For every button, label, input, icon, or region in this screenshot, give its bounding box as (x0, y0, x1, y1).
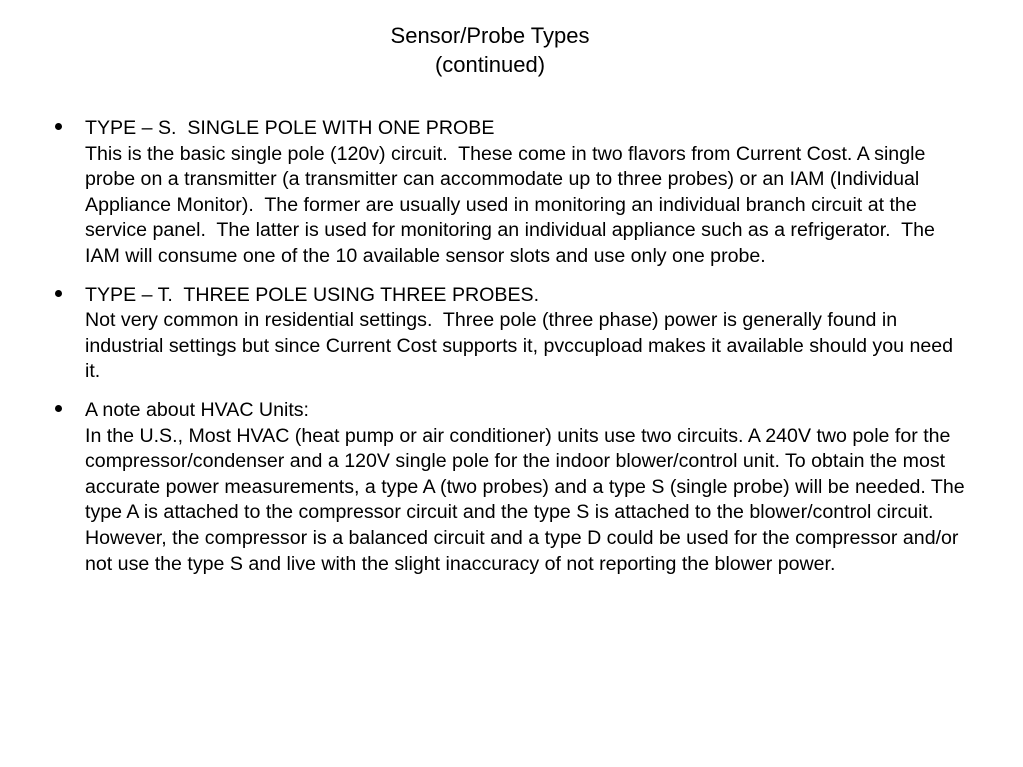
bullet-list (55, 116, 970, 590)
slide-title-line-2: (continued) (434, 52, 546, 77)
bullet-dot-icon (55, 290, 62, 297)
bullet-dot-icon (55, 405, 62, 412)
bullet-body: In the U.S., Most HVAC (heat pump or air conditioner) units use two circuits. A 240V two pole for the compressor/condenser and a 120V single pole for the indoor blower/control unit. To obtain the most accurate power measurements, a type A (two probes) and a type S (single probe) will be needed. The type A is attached to the compressor circuit and the type S is attached to the blower/control circuit. However, the compressor is a balanced circuit and a type D could be used for the compressor and/or not use the type S and live with the slight inaccuracy of not reporting the blower power. (85, 424, 971, 575)
slide-title (0, 21, 980, 79)
bullet-item-type-s (55, 116, 970, 270)
bullet-heading: A note about HVAC Units: (85, 398, 309, 421)
bullet-heading: TYPE – T. THREE POLE USING THREE PROBES. (85, 283, 540, 306)
bullet-item-type-t (55, 283, 970, 385)
slide-title-line-1: Sensor/Probe Types (390, 23, 590, 48)
bullet-body: This is the basic single pole (120v) circuit. These come in two flavors from Current Cost. A single probe on a transmitter (a transmitter can accommodate up to three probes) or an IAM (Individual Appliance Monitor). The former are usually used in monitoring an individual branch circuit at the service panel. The latter is used for monitoring an individual appliance such as a refrigerator. The IAM will consume one of the 10 available sensor slots and use only one probe. (85, 142, 941, 267)
bullet-item-hvac-note (55, 398, 970, 577)
bullet-dot-icon (55, 123, 62, 130)
bullet-heading: TYPE – S. SINGLE POLE WITH ONE PROBE (85, 117, 495, 139)
bullet-body: Not very common in residential settings. Three pole (three phase) power is generally found in industrial settings but since Current Cost supports it, pvccupload makes it available should you need it. (85, 309, 959, 383)
